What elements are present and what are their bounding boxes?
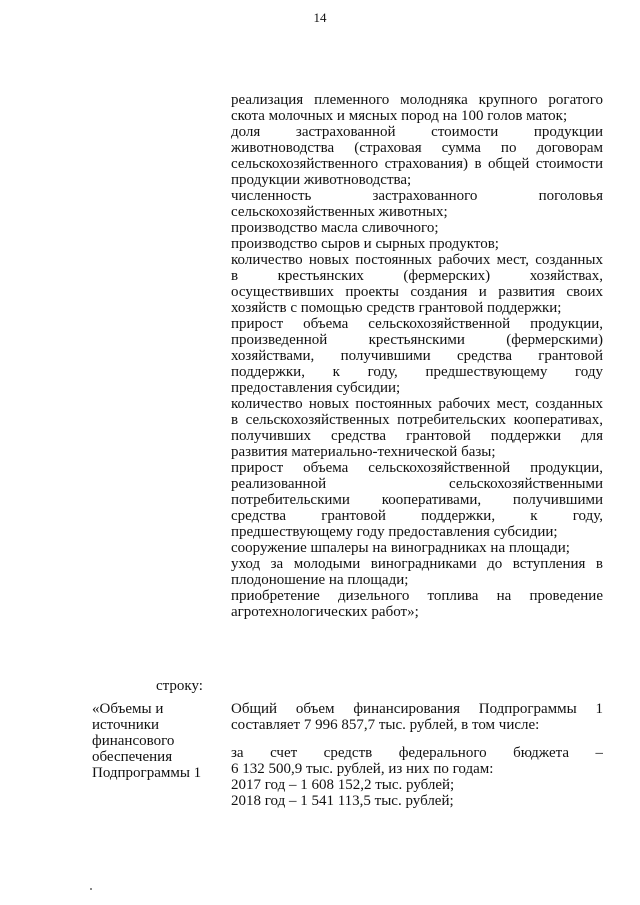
indicator-line: численность застрахованного поголовья bbox=[231, 188, 603, 204]
total-financing-text bbox=[231, 701, 603, 733]
indicator-line: потребительскими кооперативами, получившими bbox=[231, 492, 603, 508]
financing-line: составляет 7 996 857,7 тыс. рублей, в том числе: bbox=[231, 717, 540, 733]
federal-line: 2018 год – 1 541 113,5 тыс. рублей; bbox=[231, 793, 454, 809]
indicator-line: развития материально-технической базы; bbox=[231, 444, 496, 460]
row-title-cell bbox=[92, 701, 222, 781]
indicator-line: хозяйствами, получившими средства грантовой bbox=[231, 348, 603, 364]
page-number: 14 bbox=[313, 10, 327, 25]
indicator-line: в крестьянских (фермерских) хозяйствах, bbox=[231, 268, 603, 284]
indicator-line: количество новых постоянных рабочих мест, созданных bbox=[231, 396, 603, 412]
row-title-line: источники bbox=[92, 717, 160, 733]
federal-line: 2017 год – 1 608 152,2 тыс. рублей; bbox=[231, 777, 455, 793]
indicator-line: получивших средства грантовой поддержки для bbox=[231, 428, 603, 444]
indicator-line: предоставления субсидии; bbox=[231, 380, 401, 396]
indicator-line: прирост объема сельскохозяйственной продукции, bbox=[231, 460, 603, 476]
indicator-line: продукции животноводства; bbox=[231, 172, 412, 188]
indicator-line: приобретение дизельного топлива на проведение bbox=[231, 588, 603, 604]
federal-budget-text bbox=[231, 745, 603, 809]
indicator-line: хозяйств с помощью средств грантовой поддержки; bbox=[231, 300, 562, 316]
indicator-line: сельскохозяйственного страхования) в общей стоимости bbox=[231, 156, 603, 172]
indicator-line: сооружение шпалеры на виноградниках на площади; bbox=[231, 540, 570, 556]
row-title-line: финансового bbox=[92, 733, 175, 749]
federal-line: 6 132 500,9 тыс. рублей, из них по годам: bbox=[231, 761, 494, 777]
indicator-line: прирост объема сельскохозяйственной продукции, bbox=[231, 316, 603, 332]
indicator-line: реализация племенного молодняка крупного рогатого bbox=[231, 92, 603, 108]
indicator-line: средства грантовой поддержки, к году, bbox=[231, 508, 603, 524]
indicator-line: агротехнологических работ»; bbox=[231, 604, 419, 620]
scan-dot bbox=[90, 888, 92, 890]
indicator-line: производство масла сливочного; bbox=[231, 220, 439, 236]
indicator-line: животноводства (страховая сумма по договорам bbox=[231, 140, 603, 156]
indicator-line: сельскохозяйственных животных; bbox=[231, 204, 448, 220]
indicator-line: произведенной крестьянскими (фермерскими) bbox=[231, 332, 603, 348]
indicator-line: предшествующему году предоставления субсидии; bbox=[231, 524, 558, 540]
indicator-line: скота молочных и мясных пород на 100 голов маток; bbox=[231, 108, 568, 124]
indicator-line: количество новых постоянных рабочих мест, созданных bbox=[231, 252, 603, 268]
indicator-list bbox=[231, 92, 603, 620]
financing-line: Общий объем финансирования Подпрограммы 1 bbox=[231, 701, 603, 717]
indicator-line: плодоношение на площади; bbox=[231, 572, 409, 588]
row-value-cell bbox=[231, 701, 603, 809]
row-title-line: «Объемы и bbox=[92, 701, 164, 717]
row-title-line: Подпрограммы 1 bbox=[92, 765, 202, 781]
row-title-line: обеспечения bbox=[92, 749, 173, 765]
indicator-line: производство сыров и сырных продуктов; bbox=[231, 236, 499, 252]
indicator-line: доля застрахованной стоимости продукции bbox=[231, 124, 603, 140]
indicator-line: поддержки, к году, предшествующему году bbox=[231, 364, 603, 380]
indicator-line: в сельскохозяйственных потребительских кооперативах, bbox=[231, 412, 603, 428]
indicator-line: реализованной сельскохозяйственными bbox=[231, 476, 603, 492]
indicator-line: осуществивших проекты создания и развития своих bbox=[231, 284, 603, 300]
paragraph-gap bbox=[231, 733, 603, 745]
federal-line: за счет средств федерального бюджета – bbox=[231, 745, 603, 761]
indicator-line: уход за молодыми виноградниками до вступления в bbox=[231, 556, 603, 572]
section-label: строку: bbox=[156, 678, 203, 694]
